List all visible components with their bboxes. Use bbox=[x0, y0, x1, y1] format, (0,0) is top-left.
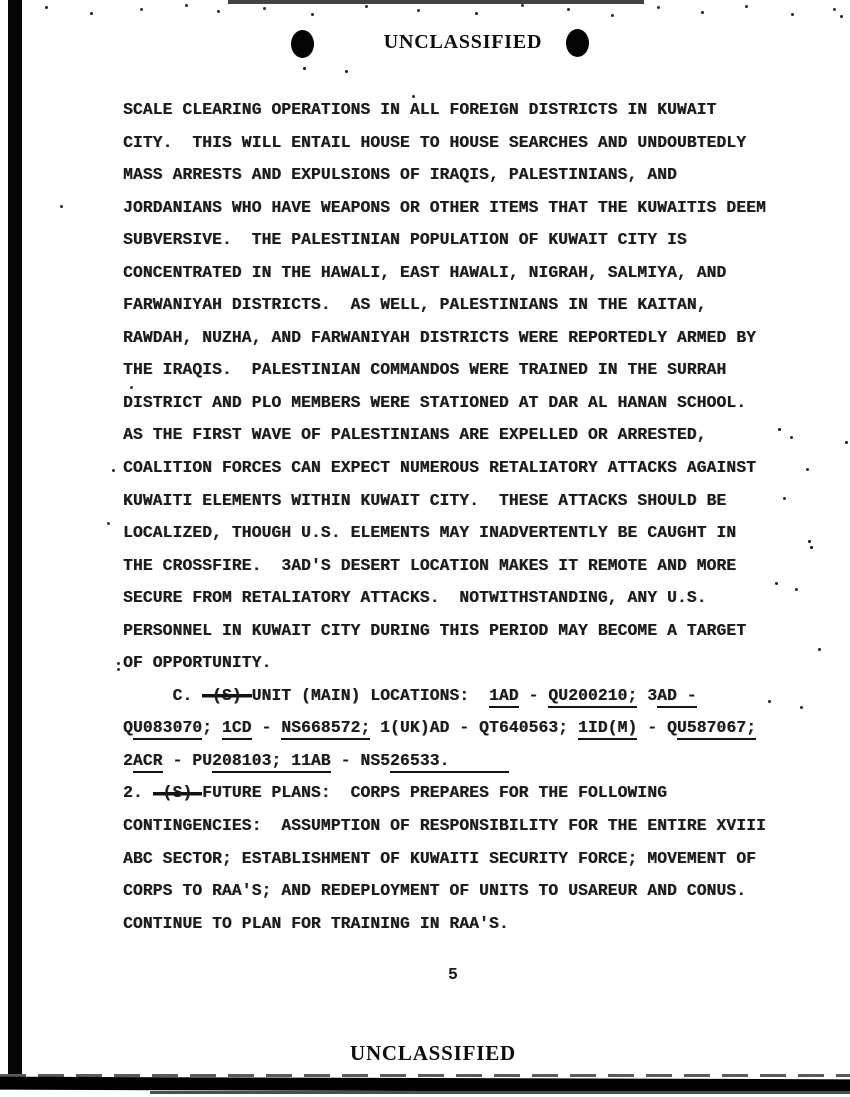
text-segment: PERSONNEL IN KUWAIT CITY DURING THIS PERIOD MAY BECOME A TARGET bbox=[123, 620, 747, 640]
document-line bbox=[123, 263, 823, 296]
text-segment: SECURE FROM RETALIATORY ATTACKS. NOTWITHSTANDING, ANY U.S. bbox=[123, 588, 707, 608]
document-line bbox=[123, 100, 823, 133]
underlined-text-segment: 208103; 11AB bbox=[212, 751, 331, 773]
text-segment: - Q bbox=[637, 718, 677, 738]
page-number: 5 bbox=[448, 965, 458, 984]
text-segment: ; bbox=[202, 718, 222, 738]
document-line bbox=[123, 718, 823, 751]
text-segment: 3 bbox=[637, 685, 658, 705]
struck-classification-marking: (S) bbox=[202, 685, 252, 705]
text-segment: MASS ARRESTS AND EXPULSIONS OF IRAQIS, PALESTINIANS, AND bbox=[123, 165, 677, 185]
text-segment: C. bbox=[123, 685, 203, 705]
text-segment: COALITION FORCES CAN EXPECT NUMEROUS RETALIATORY ATTACKS AGAINST bbox=[123, 458, 756, 478]
document-line bbox=[123, 783, 823, 816]
underlined-text-segment: 26533. bbox=[390, 751, 449, 773]
scan-edge-left-bar bbox=[8, 0, 22, 1086]
scan-edge-bottom-bar bbox=[0, 1077, 850, 1093]
underlined-text-segment: 1ID(M) bbox=[578, 718, 637, 740]
text-segment: Q bbox=[123, 718, 133, 738]
document-line bbox=[123, 556, 823, 589]
text-segment: FARWANIYAH DISTRICTS. AS WELL, PALESTINIANS IN THE KAITAN, bbox=[123, 295, 707, 315]
document-line bbox=[123, 425, 823, 458]
text-segment: CONCENTRATED IN THE HAWALI, EAST HAWALI, NIGRAH, SALMIYA, AND bbox=[123, 262, 727, 282]
document-line bbox=[123, 523, 823, 556]
text-segment: - PU bbox=[162, 750, 213, 770]
text-segment: DISTRICT AND PLO MEMBERS WERE STATIONED AT DAR AL HANAN SCHOOL. bbox=[123, 392, 747, 412]
text-segment: SUBVERSIVE. THE PALESTINIAN POPULATION OF KUWAIT CITY IS bbox=[123, 230, 687, 250]
underlined-text-segment: NS668572; bbox=[281, 718, 370, 740]
classification-header: UNCLASSIFIED bbox=[383, 31, 543, 53]
document-line bbox=[123, 849, 823, 882]
underlined-text-segment: U587067; bbox=[677, 718, 756, 740]
document-body bbox=[123, 100, 823, 946]
text-segment: - NS5 bbox=[330, 750, 391, 770]
text-segment: AS THE FIRST WAVE OF PALESTINIANS ARE EXPELLED OR ARRESTED, bbox=[123, 425, 707, 445]
text-segment: OF OPPORTUNITY. bbox=[123, 653, 272, 673]
document-line bbox=[123, 816, 823, 849]
document-line bbox=[123, 653, 823, 686]
underlined-text-segment: U083070 bbox=[133, 718, 202, 740]
text-segment: THE CROSSFIRE. 3AD'S DESERT LOCATION MAKES IT REMOTE AND MORE bbox=[123, 555, 737, 575]
scan-edge-top-line bbox=[228, 0, 644, 4]
underlined-text-segment: 1AD bbox=[489, 686, 519, 708]
document-line bbox=[123, 588, 823, 621]
underlined-text-segment: AD - bbox=[657, 686, 697, 708]
text-segment: THE IRAQIS. PALESTINIAN COMMANDOS WERE TRAINED IN THE SURRAH bbox=[123, 360, 727, 380]
classification-footer: UNCLASSIFIED bbox=[350, 1041, 516, 1065]
document-line bbox=[123, 914, 823, 947]
scan-noise-specks bbox=[45, 6, 48, 9]
text-segment: CORPS TO RAA'S; AND REDEPLOYMENT OF UNITS TO USAREUR AND CONUS. bbox=[123, 881, 747, 901]
text-segment: ABC SECTOR; ESTABLISHMENT OF KUWAITI SECURITY FORCE; MOVEMENT OF bbox=[123, 848, 756, 868]
document-line bbox=[123, 360, 823, 393]
document-line bbox=[123, 165, 823, 198]
text-segment: UNIT (MAIN) LOCATIONS: bbox=[251, 685, 489, 705]
text-segment: CONTINUE TO PLAN FOR TRAINING IN RAA'S. bbox=[123, 913, 509, 933]
text-segment: 1(UK)AD - QT640563; bbox=[370, 718, 578, 738]
document-line bbox=[123, 686, 823, 719]
scan-edge-bottom-fringe bbox=[150, 1091, 850, 1094]
underlined-text-segment: 1CD bbox=[222, 718, 252, 740]
document-line bbox=[123, 230, 823, 263]
document-line bbox=[123, 751, 823, 784]
document-line bbox=[123, 458, 823, 491]
text-segment: 2. bbox=[123, 783, 153, 803]
document-line bbox=[123, 491, 823, 524]
text-segment: RAWDAH, NUZHA, AND FARWANIYAH DISTRICTS WERE REPORTEDLY ARMED BY bbox=[123, 327, 756, 347]
text-segment: CITY. THIS WILL ENTAIL HOUSE TO HOUSE SEARCHES AND UNDOUBTEDLY bbox=[123, 132, 747, 152]
underlined-text-segment: QU200210; bbox=[548, 686, 637, 708]
text-segment: SCALE CLEARING OPERATIONS IN ALL FOREIGN DISTRICTS IN KUWAIT bbox=[123, 100, 717, 119]
underlined-text-segment: ACR bbox=[133, 751, 163, 773]
document-line bbox=[123, 621, 823, 654]
document-line bbox=[123, 133, 823, 166]
document-line bbox=[123, 295, 823, 328]
text-segment: - bbox=[251, 718, 282, 738]
text-segment: CONTINGENCIES: ASSUMPTION OF RESPONSIBILITY FOR THE ENTIRE XVIII bbox=[123, 816, 766, 836]
struck-classification-marking: (S) bbox=[152, 783, 203, 803]
text-segment: JORDANIANS WHO HAVE WEAPONS OR OTHER ITEMS THAT THE KUWAITIS DEEM bbox=[123, 197, 766, 217]
document-line bbox=[123, 881, 823, 914]
text-segment: KUWAITI ELEMENTS WITHIN KUWAIT CITY. THESE ATTACKS SHOULD BE bbox=[123, 490, 727, 510]
underlined-text-segment bbox=[449, 751, 508, 773]
text-segment: 2 bbox=[123, 750, 133, 770]
text-segment: FUTURE PLANS: CORPS PREPARES FOR THE FOLLOWING bbox=[202, 783, 667, 803]
document-line bbox=[123, 328, 823, 361]
document-line bbox=[123, 198, 823, 231]
document-line bbox=[123, 393, 823, 426]
text-segment: - bbox=[518, 685, 549, 705]
text-segment: LOCALIZED, THOUGH U.S. ELEMENTS MAY INADVERTENTLY BE CAUGHT IN bbox=[123, 523, 737, 543]
